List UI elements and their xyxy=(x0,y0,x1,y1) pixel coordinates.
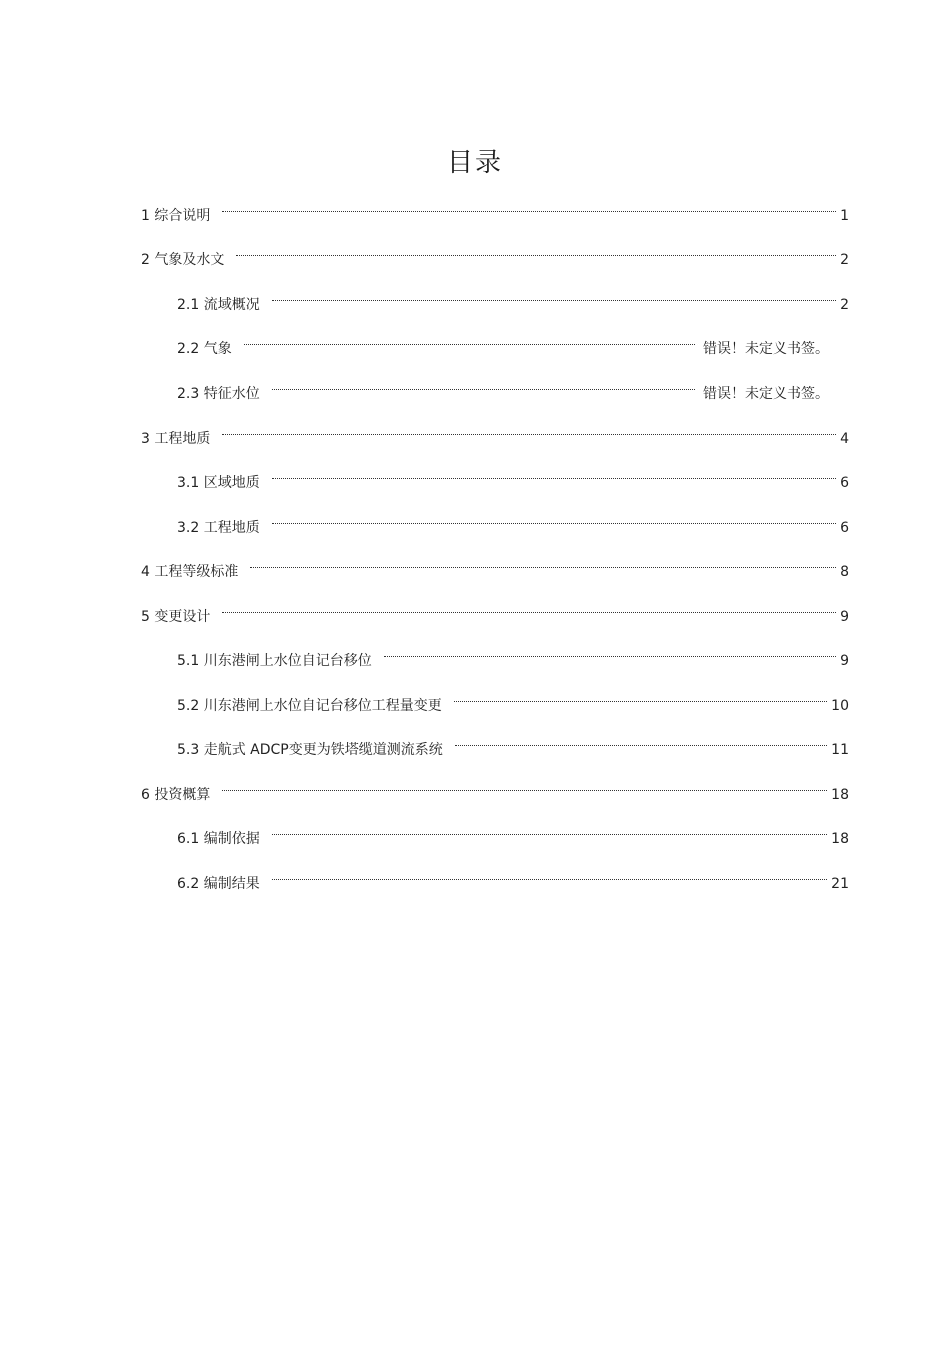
toc-leader-dots xyxy=(222,771,827,799)
toc-entry-page: 4 xyxy=(840,431,849,447)
toc-entry-page: 1 xyxy=(840,208,849,224)
toc-entry-label: 2.3 特征水位 xyxy=(177,386,260,402)
toc-entry-label: 1 综合说明 xyxy=(141,208,211,224)
toc-entry-label: 6.1 编制依据 xyxy=(177,831,260,847)
toc-leader-dots xyxy=(272,815,827,843)
toc-entry-label: 5.3 走航式 ADCP变更为铁塔缆道测流系统 xyxy=(177,742,443,758)
toc-leader-dots xyxy=(236,236,836,264)
toc-entry[interactable] xyxy=(177,370,849,402)
toc-entry-page: 18 xyxy=(831,787,849,803)
toc-entry[interactable] xyxy=(141,548,849,580)
toc-entry-page: 6 xyxy=(840,520,849,536)
toc-entry-page: 11 xyxy=(831,742,849,758)
toc-entry-page: 6 xyxy=(840,475,849,491)
toc-entry[interactable] xyxy=(177,637,849,669)
toc-entry-label: 6 投资概算 xyxy=(141,787,211,803)
toc-entry-label: 2.2 气象 xyxy=(177,341,232,357)
toc-entry-page: 21 xyxy=(831,876,849,892)
toc-entry[interactable] xyxy=(141,593,849,625)
toc-entry[interactable] xyxy=(177,682,849,714)
toc-entry[interactable] xyxy=(177,860,849,892)
toc-leader-dots xyxy=(272,281,836,309)
toc-title: 目录 xyxy=(446,148,503,178)
toc-entry-label: 5 变更设计 xyxy=(141,609,211,625)
toc-entry[interactable] xyxy=(177,815,849,847)
toc-entry-page: 9 xyxy=(840,653,849,669)
toc-entry-page: 错误！未定义书签。 xyxy=(703,386,829,402)
toc-leader-dots xyxy=(222,415,836,443)
toc-leader-dots xyxy=(455,726,827,754)
toc-leader-dots xyxy=(272,860,827,888)
toc-leader-dots xyxy=(272,370,695,398)
toc-leader-dots xyxy=(244,325,695,353)
toc-entry-page: 2 xyxy=(840,252,849,268)
toc-leader-dots xyxy=(454,682,827,710)
toc-entry[interactable] xyxy=(177,726,849,758)
toc-entry-page: 10 xyxy=(831,698,849,714)
toc-leader-dots xyxy=(272,504,836,532)
toc-entry-label: 2 气象及水文 xyxy=(141,252,225,268)
toc-entry-label: 3.2 工程地质 xyxy=(177,520,260,536)
toc-entry[interactable] xyxy=(177,459,849,491)
toc-leader-dots xyxy=(272,459,836,487)
toc-entry-label: 3 工程地质 xyxy=(141,431,211,447)
toc-entry-label: 4 工程等级标准 xyxy=(141,564,239,580)
toc-entry-label: 3.1 区域地质 xyxy=(177,475,260,491)
toc-entry-page: 8 xyxy=(840,564,849,580)
toc-entry-page: 9 xyxy=(840,609,849,625)
toc-leader-dots xyxy=(384,637,836,665)
toc-leader-dots xyxy=(222,192,836,220)
toc-entry-label: 5.2 川东港闸上水位自记台移位工程量变更 xyxy=(177,698,442,714)
toc-entry[interactable] xyxy=(141,192,849,224)
toc-entry[interactable] xyxy=(177,281,849,313)
toc-entry[interactable] xyxy=(141,236,849,268)
toc-entry-page: 18 xyxy=(831,831,849,847)
toc-entry-label: 2.1 流域概况 xyxy=(177,297,260,313)
toc-leader-dots xyxy=(250,548,836,576)
toc-entry-page: 错误！未定义书签。 xyxy=(703,341,829,357)
toc-entry-label: 5.1 川东港闸上水位自记台移位 xyxy=(177,653,372,669)
toc-leader-dots xyxy=(222,593,836,621)
toc-entry-page: 2 xyxy=(840,297,849,313)
toc-entry[interactable] xyxy=(177,325,849,357)
toc-entry[interactable] xyxy=(141,771,849,803)
toc-entry-label: 6.2 编制结果 xyxy=(177,876,260,892)
toc-entry[interactable] xyxy=(141,415,849,447)
toc-entry[interactable] xyxy=(177,504,849,536)
